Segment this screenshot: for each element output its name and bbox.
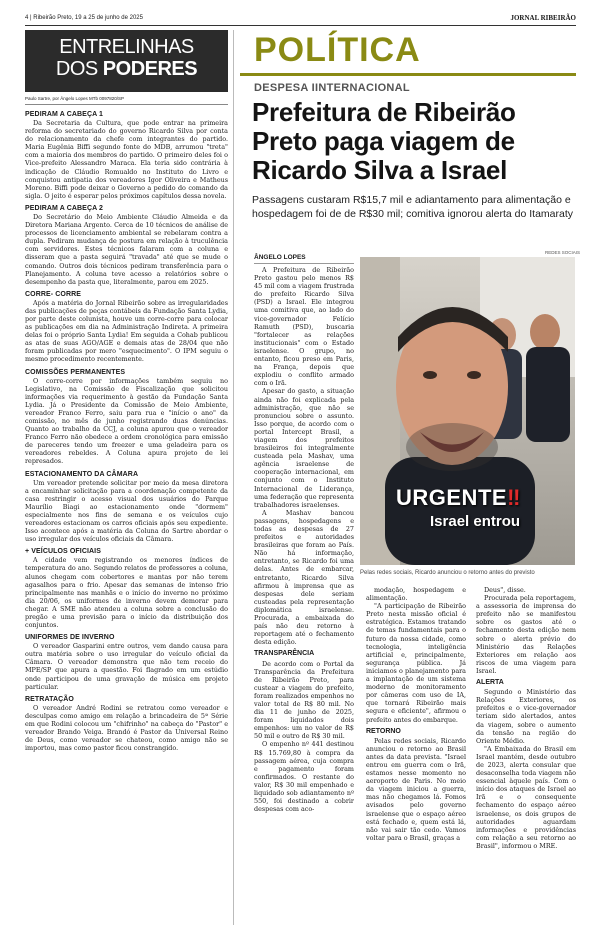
photo-overlay-urgente: URGENTE‼ <box>396 485 521 510</box>
page-number-date: 4 | Ribeirão Preto, 19 a 25 de junho de 2025 <box>25 15 143 21</box>
column-note <box>25 205 228 286</box>
photo-overlay-israel: Israel entrou <box>430 513 521 530</box>
article-author: ÂNGELO LOPES <box>254 254 354 264</box>
column-logo-line1: ENTRELINHAS <box>59 36 194 58</box>
article-paragraph: modação, hospedagem e alimentação. <box>366 586 466 603</box>
article-paragraph: A Prefeitura de Ribeirão Preto gastou pelo menos R$ 45 mil com a viagem frustrada do prefeito Ricardo Silva (PSD) a Israel. Ele integrou uma comitiva que, ao lado do vice-governador Felício Ramuth (PSD), buscaria "fortalecer as relações institucionais" com o Estado israelense. O grupo, no entanto, ficou preso em Paris, na França, depois que explodiu o conflito armado com o Irã. <box>254 266 354 388</box>
article-subheading: RETORNO <box>366 727 401 735</box>
column-logo-line2a: DOS <box>55 58 98 80</box>
column-note-text: A cidade vem registrando os menores índices de temperatura do ano. Segundo relatos de professores a coluna, alunos chegam com cobertores e mantas por não terem agasalhos para o frio. Apesar das semanas de intenso frio principalmente nas manhãs e o início do inverno no próximo dia 20/06, os uniformes de inverno devem demorar para chegar. A SME não atendeu a coluna sobre a conclusão do pregão e uma previsão para o início da distribuição dos conjuntos. <box>25 556 228 630</box>
column-logo <box>25 30 228 92</box>
article-subheading: TRANSPARÊNCIA <box>254 650 315 658</box>
column-note-title: RETRATAÇÃO <box>25 695 74 703</box>
column-note-title: COMISSÕES PERMANENTES <box>25 368 126 376</box>
article-paragraph: Apesar do gasto, a situação ainda não foi explicada pela administração, que não se pronunciou sobre o assunto. Isso porque, de acordo com o portal Intercept Brasil, a viagem dos prefeitos brasileiros foi integralmente custeada pela Mashav, uma agência israelense de cooperação internacional, em conjunto com o Instituto Internacional de Liderança, uma federação que representa trabalhadores israelenses. <box>254 387 354 509</box>
column-note-text: Da Secretaria da Cultura, que pode entrar na primeira reforma do secretariado do governo Ricardo Silva por conta do relacionamento da chefe com integrantes do partido. Maria Eugênia Biffi segundo fonte do MDB, arrumou "treta" com a maioria dos membros do partido. O primeiro deles foi o Vice-prefeito Alessandro Maraca. Ela teria sido contrária à indicação de Cláudio Romualdo no Instituto do Livro e conquistou antipatia dos vereadores Igor Oliveira e Matheus Moreno. Biffi pode deixar o Governo a pedido do comando da sigla. O jeito é esperar pelos próximos capítulos dessa novela. <box>25 119 228 200</box>
article-paragraph: De acordo com o Portal da Transparência da Prefeitura de Ribeirão Preto, para custear a viagem do prefeito, foram realizados empenhos no valor total de R$ 80 mil. No dia 11 de junho de 2025, foram liquidados dois empenhos: um no valor de R$ 50 mil e outro de R$ 30 mil. <box>254 659 354 741</box>
newspaper-brand: JORNAL RIBEIRÃO <box>510 14 576 22</box>
column-sections <box>25 111 228 752</box>
article-column-1 <box>254 266 354 813</box>
article-photo <box>360 257 575 565</box>
article-headline: Prefeitura de Ribeirão Preto paga viagem de Ricardo Silva a Israel <box>252 97 516 185</box>
column-note-title: ESTACIONAMENTO DA CÂMARA <box>25 470 139 478</box>
column-note-text: Um vereador pretende solicitar por meio da mesa diretora a encaminhar solicitação para a coordenação competente da casa restringir o acesso visual dos usuários do Parque Maurílio Biagi ao estacionamento onde "dormem" especialmente nos fins de semana e os veículos cujo vereadores estacionam os carros oficiais após seu expediente. Isso acontece após a matéria da Coluna do Sartre abordar o uso irregular dos veículos oficiais da Câmara. <box>25 478 228 544</box>
column-note-title: CORRE- CORRE <box>25 290 82 298</box>
column-note-text: O vereador Gasparini entre outros, vem dando causa para outra matéria sobre o uso irregular do veículo oficial da Câmara. O vereador demonstra que não tem receio do MPE/SP que apura a questão. Foi flagrado em um estúdio onde participou de uma gravação de música em projeto particular. <box>25 642 228 691</box>
article-subheading: ALERTA <box>476 679 504 687</box>
column-note <box>25 291 228 364</box>
column-note <box>25 634 228 691</box>
column-note-title: UNIFORMES DE INVERNO <box>25 634 115 642</box>
article-paragraph: Pelas redes sociais, Ricardo anunciou o retorno ao Brasil antes da data prevista. "Israel entrou em guerra com o Irã, estamos nesse momento no aeroporto de Paris. No meio da viagem iniciou a guerra, mas não chegamos lá. Fomos avisados pelo governo israelense que o espaço aéreo está fechado e, quem está lá, não vai sair tão cedo. Vamos voltar para o Brasil, graças a <box>366 736 466 842</box>
column-credit: Paulo Sartre, por Ângelo Lopes MTb 0097820/SP <box>25 96 228 105</box>
column-divider <box>233 30 234 925</box>
article-paragraph: Segundo o Ministério das Relações Exteriores, os prefeitos e o vice-governador teriam sido alertados, antes da viagem, sobre o aumento da tensão na região do Oriente Médio. <box>476 688 576 745</box>
column-entrelinhas <box>25 30 228 757</box>
column-note <box>25 548 228 629</box>
column-logo-line2b: PODERES <box>102 58 198 80</box>
column-note-text: Após a matéria do Jornal Ribeirão sobre as irregularidades das publicações de peças contábeis da Fundação Santa Lydia, por parte deste colunista, houve um corre-corre para colocar as publicações em dia na Administração Indireta. A primeira delas foi o próprio Santa Lydia! Em seguida a Cohab publicou as atas de suas AGO/AGE e demais atas de 28/04 que não foram publicadas por mero "esquecimento". O IPM seguiu o mesmo procedimento recentemente. <box>25 298 228 364</box>
column-note <box>25 369 228 466</box>
article-paragraph: A Mashav bancou passagens, hospedagens e todas as despesas de 27 prefeitos e autoridades brasileiras que foram ao País. Não há informação, entretanto, se Ricardo foi uma delas. Antes de embarcar, entretanto, Ricardo Silva afirmou à imprensa que as despesas dele seriam custeadas pela representação diplomática israelense. Procurada, a embaixada do país não deu retorno à reportagem até o fechamento desta edição. <box>254 508 354 647</box>
article-column-3 <box>476 586 576 850</box>
article-column-2 <box>366 586 466 842</box>
exclamation-icon: ‼ <box>507 485 521 510</box>
photo-caption: Pelas redes sociais, Ricardo anunciou o retorno antes do previsto <box>360 570 535 576</box>
article-kicker: DESPESA IINTERNACIONAL <box>254 82 410 94</box>
page-header-bar <box>25 12 576 26</box>
column-note-title: PEDIRAM A CABEÇA 2 <box>25 204 104 212</box>
column-note-text: O corre-corre por informações também seguiu no Legislativo, na Comissão de Fiscalização que solicitou informações via requerimento à gestão da Fundação Santa Lydia. Já o Presidente da Comissão de Meio Ambiente, vereador Franco Ferro, saiu para rua e "início o ano" da comissão, no mês de junho registrando duas denúncias. Quanto ao trabalho da CCJ, a coluna apurou que o vereador Franco Ferro não obedece a ordem cronológica para emissão de pareceres tendo um freezer e uma geladeira para os vereadores rebeldes. A Coluna apura projeto de lei represados. <box>25 376 228 466</box>
article-paragraph: Procurada pela reportagem, a assessoria de imprensa do prefeito não se manifestou sobre os gastos até o fechamento desta edição nem sobre o alerta prévio do Ministério das Relações Exteriores em relação aos riscos de uma viagem para Israel. <box>476 594 576 675</box>
article-header <box>240 30 576 221</box>
column-note <box>25 471 228 544</box>
article-paragraph: "A participação de Ribeirão Preto nesta missão oficial é estratégica. Estamos tratando de temas fundamentais para o futuro da nossa cidade, como tecnologia, inteligência artificial e, principalmente, segurança pública. Já iniciamos o planejamento para a implantação de um sistema moderno de monitoramento por câmeras com uso de IA, que tornará Ribeirão mais segura e eficiente", afirmou o prefeito antes do embarque. <box>366 602 466 724</box>
column-note <box>25 696 228 753</box>
column-note-text: O vereador André Rodini se retratou como vereador e desculpas como amigo em relação a brincadeira de 5ª Série em que Rodini colocou um "chifrinho" na cabeça do "Pastor" e vereador Brando Veiga. Brandó é Pastor da Universal Reino de Deus, como vereador se chateou, como amigo não se importou, mas como pastor ficou constrangido. <box>25 703 228 753</box>
article-paragraph: Deus", disse. <box>484 586 526 594</box>
article-subhead: Passagens custaram R$15,7 mil e adiantamento para alimentação e hospedagem foi de de R$30 mil; comitiva ignorou alerta do Itamaraty <box>252 194 574 220</box>
article-paragraph: O empenho nº 441 destinou R$ 15.769,80 à compra da passagem aérea, cuja compra e pagamento foram confirmados. O restante do valor, R$ 30 mil empenhado e liquidado sob adiantamento nº 550, foi destinado a cobrir despesas com aco- <box>254 740 354 814</box>
column-note-title: + VEÍCULOS OFICIAIS <box>25 548 101 556</box>
column-note-text: Do Secretário do Meio Ambiente Cláudio Almeida e da Diretora Mariana Argento. Cerca de 10 técnicos de análise de processos de licenciamento ambiental se rebelaram contra a dupla. Pediram mudança de postura em relação à truculência com servidores. Estes técnicos falaram com a coluna e disseram que a pasta seguirá "travada" até que se mude o comando. Outros dois técnicos pediram transferência para o Planejamento. A coluna teve acesso a relatórios sobre o desempenho da pasta que, literalmente, parou em 2025. <box>25 212 228 286</box>
column-note-title: PEDIRAM A CABEÇA 1 <box>25 111 104 118</box>
column-logo-line2 <box>25 58 228 80</box>
photo-credit: REDES SOCIAIS <box>545 250 581 255</box>
article-paragraph: "A Embaixada do Brasil em Israel mantém, desde outubro de 2023, alerta consular que desaconselha toda viagem não essencial àquele país. Com o início dos ataques de Israel ao Irã e o consequente fechamento do espaço aéreo israelense, os dois grupos de autoridades aguardam informações e providências com relação a seu retorno ao Brasil", informou o MRE. <box>476 744 576 850</box>
column-note <box>25 111 228 200</box>
section-title: POLÍTICA <box>240 30 576 76</box>
